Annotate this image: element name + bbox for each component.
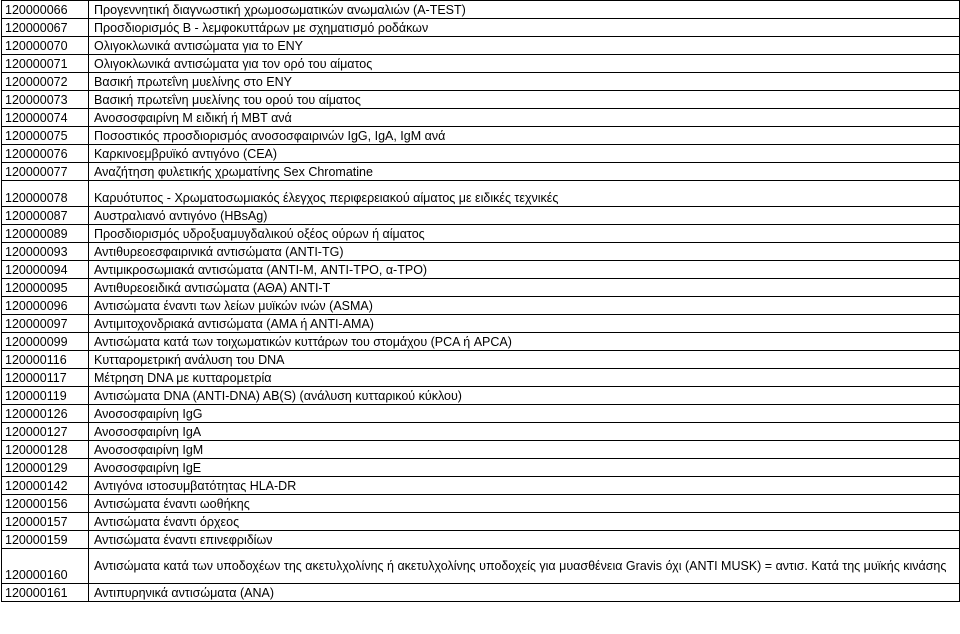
table-row [2,109,960,127]
exam-code: 120000126 [2,405,89,423]
exam-code: 120000066 [2,1,89,19]
table-row [2,423,960,441]
exam-code: 120000075 [2,127,89,145]
exam-description: Αντισώματα DNA (ANTI-DNA) AB(S) (ανάλυση κυτταρικού κύκλου) [89,387,960,405]
table-row [2,243,960,261]
table-row [2,584,960,602]
table-row [2,513,960,531]
exam-description: Μέτρηση DNA με κυτταρομετρία [89,369,960,387]
table-row [2,405,960,423]
exam-code: 120000078 [2,181,89,207]
exam-code: 120000127 [2,423,89,441]
table-row [2,333,960,351]
exam-description: Ολιγοκλωνικά αντισώματα για τον ορό του αίματος [89,55,960,73]
table-row [2,207,960,225]
exam-description: Αντιμιτοχονδριακά αντισώματα (ΑΜΑ ή ΑΝΤΙ-ΑΜΑ) [89,315,960,333]
exam-description: Αντιμικροσωμιακά αντισώματα (ΑΝΤΙ-Μ, ANTI-TPO, α-TPO) [89,261,960,279]
table-row [2,495,960,513]
table-row [2,145,960,163]
exam-description: Αντιθυρεοειδικά αντισώματα (ΑΘΑ) ΑΝΤΙ-Τ [89,279,960,297]
exam-description: Καρκινοεμβρυϊκό αντιγόνο (CEA) [89,145,960,163]
exam-description: Προγεννητική διαγνωστική χρωμοσωματικών ανωμαλιών (A-TEST) [89,1,960,19]
table-row [2,549,960,584]
exam-description: Προσδιορισμός Β - λεμφοκυττάρων με σχηματισμό ροδάκων [89,19,960,37]
exam-description: Κυτταρομετρική ανάλυση του DNA [89,351,960,369]
table-row [2,441,960,459]
table-row [2,127,960,145]
exam-code: 120000067 [2,19,89,37]
exam-code: 120000129 [2,459,89,477]
table-row [2,163,960,181]
exam-description: Ολιγοκλωνικά αντισώματα για το ΕΝΥ [89,37,960,55]
exam-code: 120000117 [2,369,89,387]
exam-description: Αντισώματα έναντι όρχεος [89,513,960,531]
exam-code: 120000096 [2,297,89,315]
exam-code: 120000157 [2,513,89,531]
exam-description: Αντιπυρηνικά αντισώματα (ΑΝΑ) [89,584,960,602]
exam-description: Αντισώματα έναντι επινεφριδίων [89,531,960,549]
exam-code: 120000073 [2,91,89,109]
exam-code: 120000161 [2,584,89,602]
exam-code: 120000116 [2,351,89,369]
table-row [2,351,960,369]
exam-description: Βασική πρωτεΐνη μυελίνης στο ΕΝΥ [89,73,960,91]
table-row [2,55,960,73]
exam-description: Καρυότυπος - Χρωματοσωμιακός έλεγχος περιφερειακού αίματος με ειδικές τεχνικές [89,181,960,207]
exam-code: 120000074 [2,109,89,127]
exam-description: Ανοσοσφαιρίνη IgM [89,441,960,459]
exam-code: 120000072 [2,73,89,91]
table-row [2,73,960,91]
exam-description: Αντισώματα έναντι των λείων μυϊκών ινών (ASMA) [89,297,960,315]
table-row [2,37,960,55]
table-row [2,297,960,315]
exam-code: 120000160 [2,549,89,584]
exam-code: 120000071 [2,55,89,73]
table-row [2,459,960,477]
exam-description: Ποσοστικός προσδιορισμός ανοσοσφαιρινών IgG, IgA, IgM ανά [89,127,960,145]
exam-code: 120000159 [2,531,89,549]
exam-description: Ανοσοσφαιρίνη IgA [89,423,960,441]
exam-code: 120000142 [2,477,89,495]
table-row [2,261,960,279]
exam-code: 120000089 [2,225,89,243]
exam-description: Προσδιορισμός υδροξυαμυγδαλικού οξέος ούρων ή αίματος [89,225,960,243]
exam-description: Βασική πρωτεΐνη μυελίνης του ορού του αίματος [89,91,960,109]
table-row [2,19,960,37]
table-row [2,369,960,387]
exam-code: 120000095 [2,279,89,297]
exam-description: Αντισώματα κατά των υποδοχέων της ακετυλχολίνης ή ακετυλχολίνης υποδοχείς για μυασθένεια Gravis όχι (ANTI MUSK) = αντισ. Κατά της μυϊκής κινάσης [89,549,960,584]
table-row [2,387,960,405]
exam-code: 120000099 [2,333,89,351]
exam-description: Ανοσοσφαιρίνη Μ ειδική ή ΜΒΤ ανά [89,109,960,127]
exam-description: Ανοσοσφαιρίνη IgG [89,405,960,423]
table-row [2,315,960,333]
exam-code: 120000119 [2,387,89,405]
exam-description: Αναζήτηση φυλετικής χρωματίνης Sex Chromatine [89,163,960,181]
table-row [2,91,960,109]
exam-code: 120000077 [2,163,89,181]
exam-description: Αντισώματα κατά των τοιχωματικών κυττάρων του στομάχου (PCA ή APCA) [89,333,960,351]
exam-description: Αντιγόνα ιστοσυμβατότητας HLA-DR [89,477,960,495]
table-row [2,279,960,297]
table-row [2,477,960,495]
exam-code: 120000128 [2,441,89,459]
exam-description: Αντιθυρεοεσφαιρινικά αντισώματα (ΑΝΤΙ-TG) [89,243,960,261]
exam-codes-table [1,0,960,602]
exam-description: Ανοσοσφαιρίνη IgE [89,459,960,477]
table-row [2,1,960,19]
table-row [2,225,960,243]
exam-code: 120000156 [2,495,89,513]
table-row [2,181,960,207]
exam-code: 120000087 [2,207,89,225]
table-row [2,531,960,549]
exam-code: 120000076 [2,145,89,163]
exam-code: 120000094 [2,261,89,279]
exam-code: 120000093 [2,243,89,261]
exam-description: Αντισώματα έναντι ωοθήκης [89,495,960,513]
exam-code: 120000070 [2,37,89,55]
exam-code: 120000097 [2,315,89,333]
exam-description: Αυστραλιανό αντιγόνο (HBsAg) [89,207,960,225]
